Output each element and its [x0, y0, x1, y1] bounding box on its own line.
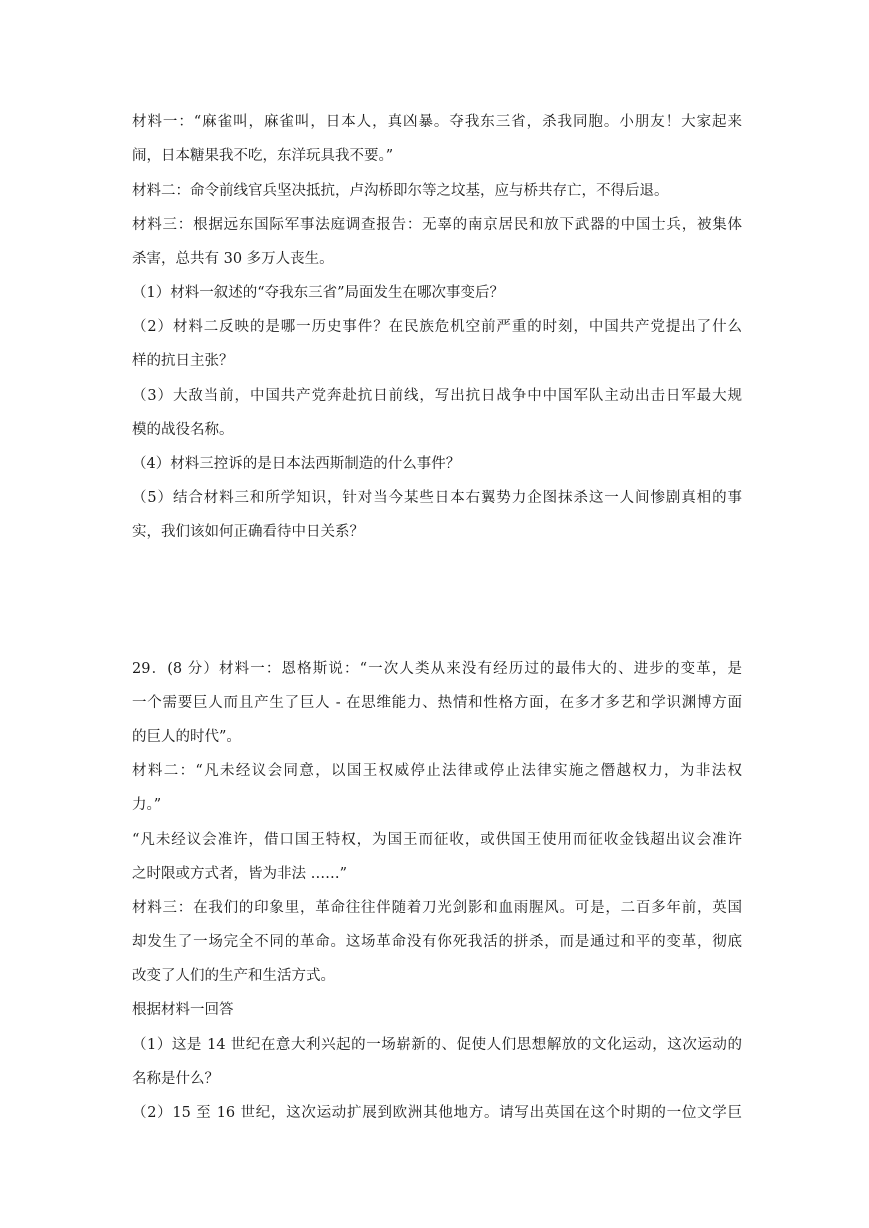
- q29-material2-line2: 力。”: [132, 797, 162, 813]
- q29-material3-line3: 改变了人们的生产和生活方式。: [132, 968, 335, 984]
- q28-material1-line1: 材料一：“麻雀叫，麻雀叫，日本人，真凶暴。夺我东三省，杀我同胞。小朋友！大家起来: [132, 114, 742, 130]
- q28-question2-line2: 样的抗日主张？: [132, 353, 234, 369]
- q29-question1-line1: （1）这是 14 世纪在意大利兴起的一场崭新的、促使人们思想解放的文化运动，这次运动的: [132, 1037, 742, 1053]
- q28-material3-line1: 材料三：根据远东国际军事法庭调查报告：无辜的南京居民和放下武器的中国士兵，被集体: [132, 217, 742, 233]
- q28-question1: （1）材料一叙述的“夺我东三省”局面发生在哪次事变后？: [132, 285, 505, 301]
- q28-question4: （4）材料三控诉的是日本法西斯制造的什么事件？: [132, 456, 461, 472]
- q29-material2-line1: 材料二：“凡未经议会同意，以国王权威停止法律或停止法律实施之僭越权力，为非法权: [132, 763, 742, 779]
- q28-question3-line1: （3）大敌当前，中国共产党奔赴抗日前线，写出抗日战争中中国军队主动出击日军最大规: [132, 388, 742, 404]
- q28-material2: 材料二：命令前线官兵坚决抵抗，卢沟桥即尔等之坟基，应与桥共存亡，不得后退。: [132, 183, 669, 199]
- q29-intro-line2: 一个需要巨人而且产生了巨人 - 在思维能力、热情和性格方面，在多才多艺和学识渊博方面: [132, 695, 742, 711]
- q28-question2-line1: （2）材料二反映的是哪一历史事件？在民族危机空前严重的时刻，中国共产党提出了什么: [132, 319, 742, 335]
- q29-question1-line2: 名称是什么？: [132, 1071, 219, 1087]
- q28-question3-line2: 模的战役名称。: [132, 422, 234, 438]
- q28-question5-line1: （5）结合材料三和所学知识，针对当今某些日本右翼势力企图抹杀这一人间惨剧真相的事: [132, 490, 742, 506]
- q29-question2-line1: （2）15 至 16 世纪，这次运动扩展到欧洲其他地方。请写出英国在这个时期的一位文学巨: [132, 1105, 742, 1121]
- q28-question5-line2: 实，我们该如何正确看待中日关系？: [132, 524, 364, 540]
- q29-material3-line2: 却发生了一场完全不同的革命。这场革命没有你死我活的拼杀，而是通过和平的变革，彻底: [132, 934, 742, 950]
- q28-material3-line2: 杀害，总共有 30 多万人丧生。: [132, 251, 334, 267]
- q29-material2b-line1: “凡未经议会准许，借口国王特权，为国王而征收，或供国王使用而征收金钱超出议会准许: [132, 832, 742, 848]
- q28-material1-line2: 闹，日本糖果我不吃，东洋玩具我不要。”: [132, 148, 394, 164]
- q29-answer-intro: 根据材料一回答: [132, 1002, 234, 1018]
- q29-intro-line1: 29．(8 分）材料一：恩格斯说：“一次人类从来没有经历过的最伟大的、进步的变革，是: [132, 661, 742, 677]
- q29-intro-line3: 的巨人的时代”。: [132, 729, 241, 745]
- q29-material3-line1: 材料三：在我们的印象里，革命往往伴随着刀光剑影和血雨腥风。可是，二百多年前，英国: [132, 900, 742, 916]
- q29-material2b-line2: 之时限或方式者，皆为非法 ……”: [132, 866, 348, 882]
